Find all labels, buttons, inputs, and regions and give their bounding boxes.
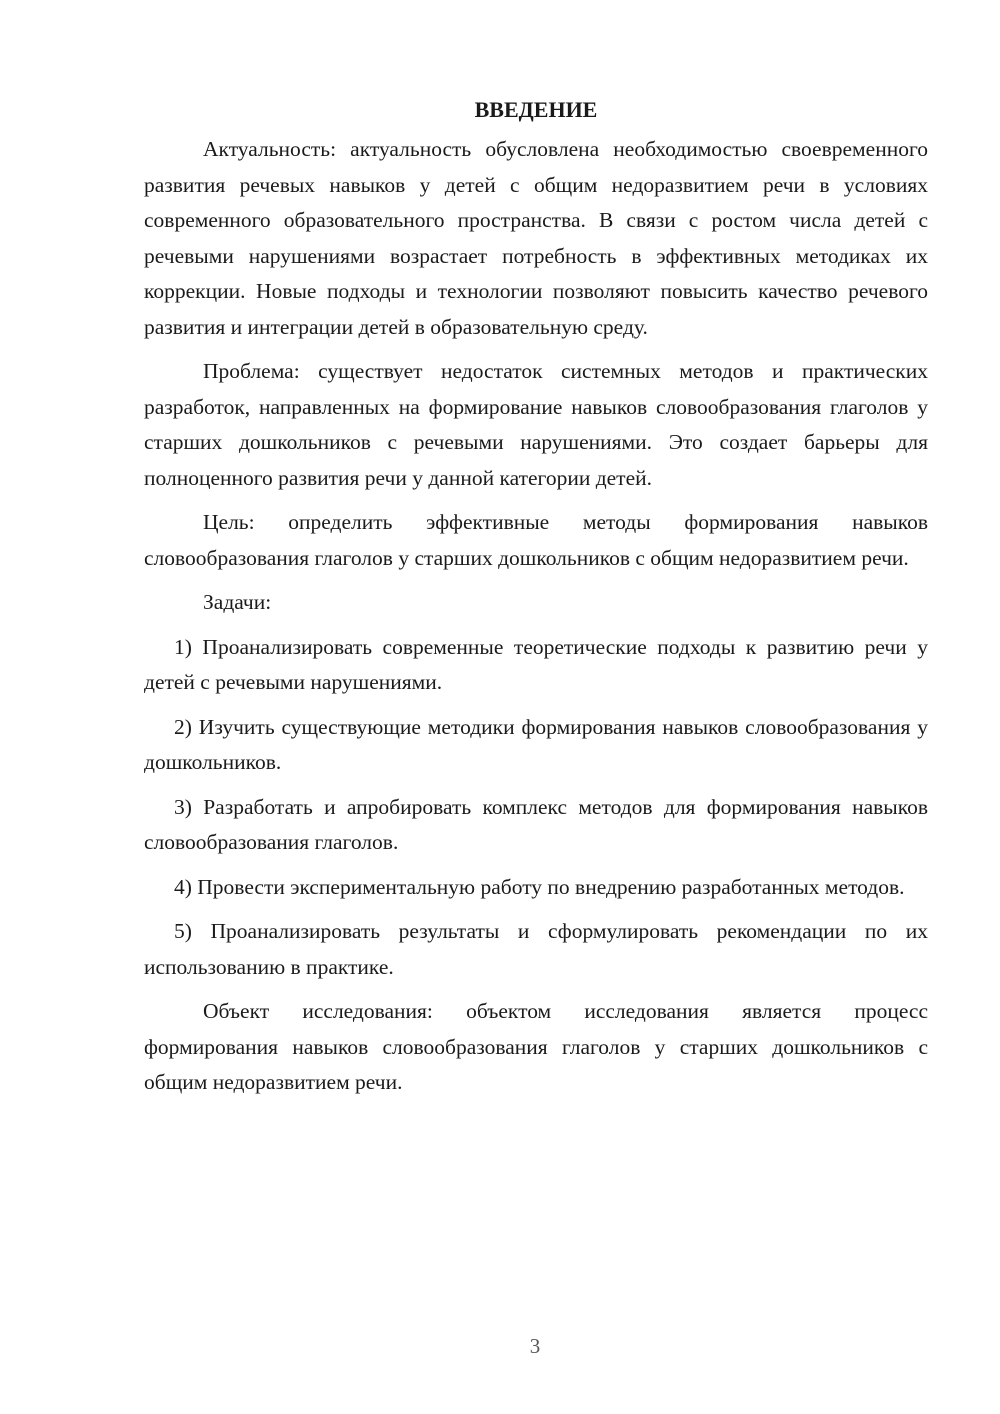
problem-paragraph: Проблема: существует недостаток системных методов и практических разработок, направленных на формирование навыков словообразования глаголов у старших дошкольников с речевыми нарушениями. Это создает барьеры для полноценного развития речи у данной категории детей.	[144, 359, 928, 490]
document-page	[144, 92, 928, 1110]
goal-paragraph: Цель: определить эффективные методы формирования навыков словообразования глаголов у старших дошкольников с общим недоразвитием речи.	[144, 510, 928, 570]
list-item: 3) Разработать и апробировать комплекс методов для формирования навыков словообразования глаголов.	[144, 794, 928, 854]
research-object-paragraph: Объект исследования: объектом исследования является процесс формирования навыков словообразования глаголов у старших дошкольников с общим недоразвитием речи.	[144, 999, 928, 1094]
relevance-paragraph: Актуальность: актуальность обусловлена необходимостью своевременного развития речевых навыков у детей с общим недоразвитием речи в условиях современного образовательного пространства. В связи с ростом числа детей с речевыми нарушениями возрастает потребность в эффективных методиках их коррекции. Новые подходы и технологии позволяют повысить качество речевого развития и интеграции детей в образовательную среду.	[144, 137, 928, 339]
tasks-list	[144, 630, 928, 986]
list-item: 5) Проанализировать результаты и сформулировать рекомендации по их использованию в практике.	[144, 919, 928, 979]
list-item: 1) Проанализировать современные теоретические подходы к развитию речи у детей с речевыми нарушениями.	[144, 634, 928, 694]
list-item: 4) Провести экспериментальную работу по внедрению разработанных методов.	[174, 874, 905, 899]
page-number: 3	[529, 1334, 541, 1358]
tasks-heading: Задачи:	[203, 590, 272, 614]
page-title: ВВЕДЕНИЕ	[474, 97, 598, 122]
list-item: 2) Изучить существующие методики формирования навыков словообразования у дошкольников.	[144, 714, 928, 774]
